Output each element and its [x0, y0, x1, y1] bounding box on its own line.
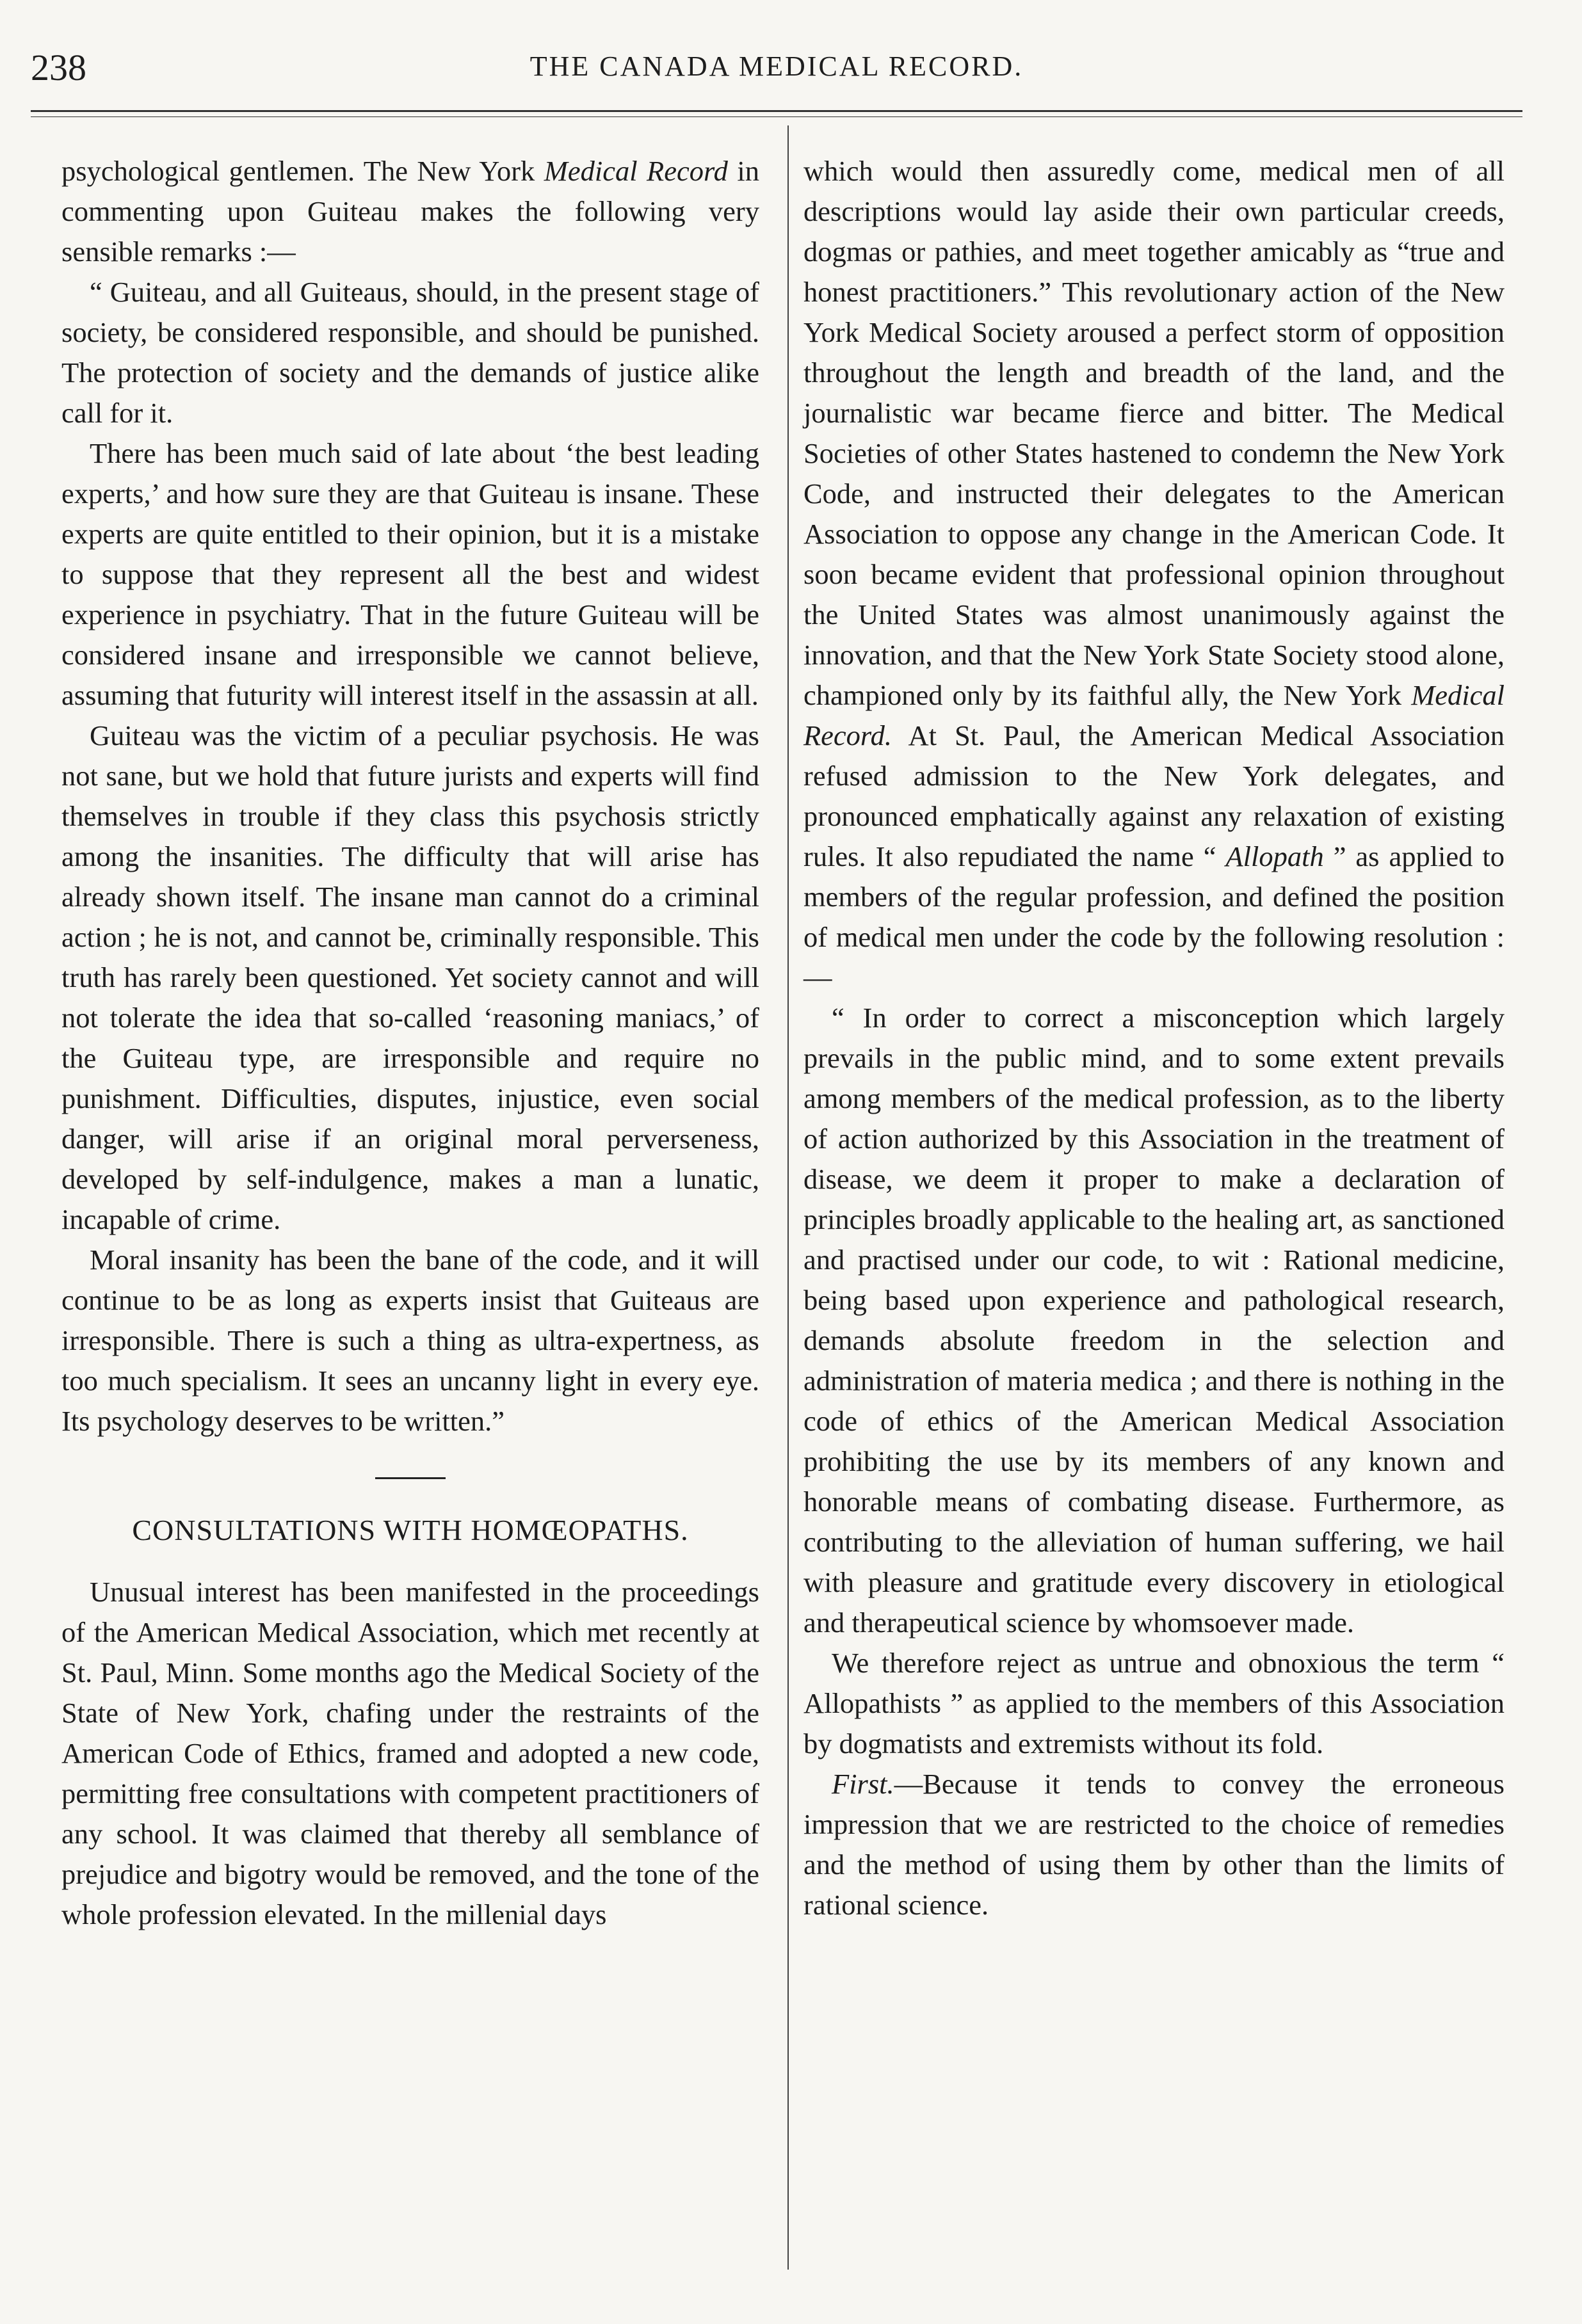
text-run: psychological gentlemen. The New York	[61, 155, 544, 187]
page-number: 238	[31, 47, 86, 88]
left-paragraph-6: Unusual interest has been manifested in the proceedings of the American Medical Association, which met recently at St. Paul, Minn. Some months ago the Medical Society of the State of New York, chafing under the restraints of the American Code of Ethics, framed and adopted a new code, permitting free consultations with competent practitioners of any school. It was claimed that thereby all semblance of prejudice and bigotry would be removed, and the tone of the whole profession elevated. In the millenial days	[61, 1576, 759, 1930]
right-paragraph-3: We therefore reject as untrue and obnoxious the term “ Allopathists ” as applied to the members of this Association by dogmatists and extremists without its fold.	[803, 1647, 1505, 1759]
header-rule-thick	[31, 110, 1522, 112]
left-paragraph-4: Guiteau was the victim of a peculiar psychosis. He was not sane, but we hold that future jurists and experts will find themselves in trouble if they class this psychosis strictly among the insanities. The difficulty that will arise has already shown itself. The insane man cannot do a criminal action ; he is not, and cannot be, criminally responsible. This truth has rarely been questioned. Yet society cannot and will not tolerate the idea that so-called ‘reasoning maniacs,’ of the Guiteau type, are irresponsible and require no punishment. Difficulties, disputes, injustice, even social danger, will arise if an original moral perverseness, developed by self-indulgence, makes a man a lunatic, incapable of crime.	[61, 719, 759, 1235]
header-rule-thin	[31, 116, 1522, 117]
text-run: —Because it tends to convey the erroneous impression that we are restricted to the choice of remedies and the method of using them by other than the limits of rational science.	[803, 1768, 1505, 1921]
right-column	[803, 151, 1505, 1925]
column-divider	[787, 125, 789, 2270]
page-header	[31, 46, 1522, 97]
left-paragraph-5: Moral insanity has been the bane of the code, and it will continue to be as long as experts insist that Guiteaus are irresponsible. There is such a thing as ultra-expertness, as too much specialism. It sees an uncanny light in every eye. Its psychology deserves to be written.”	[61, 1244, 759, 1437]
text-run: ” as applied to members of the regular profession, and defined the position of medical men under the code by the following resolution :—	[803, 840, 1505, 993]
text-run: At St. Paul, the American Medical Association refused admission to the New York delegates, and pronounced emphatically against any relaxation of existing rules. It also repudiated the name “	[803, 719, 1505, 872]
left-paragraph-1	[61, 151, 759, 272]
journal-title: Medical Record	[544, 155, 728, 187]
left-paragraph-3: There has been much said of late about ‘the best leading experts,’ and how sure they are that Guiteau is insane. These experts are quite entitled to their opinion, but it is a mistake to suppose that they represent all the best and widest experience in psychiatry. That in the future Guiteau will be considered insane and irresponsible we cannot believe, assuming that futurity will interest itself in the assassin at all.	[61, 437, 759, 711]
journal-title: Medical Record.	[803, 679, 1505, 751]
running-head: THE CANADA MEDICAL RECORD.	[529, 51, 1024, 82]
right-paragraph-4	[803, 1764, 1505, 1925]
point-label: First.	[832, 1768, 894, 1800]
term-allopath: Allopath	[1225, 840, 1324, 872]
left-column	[61, 151, 759, 1935]
text-run: in commenting upon Guiteau makes the following very sensible remarks :—	[61, 155, 759, 268]
right-paragraph-2: “ In order to correct a misconception which largely prevails in the public mind, and to some extent prevails among members of the medical profession, as to the liberty of action authorized by this Association in the treatment of disease, we deem it proper to make a declaration of principles broadly applicable to the healing art, as sanctioned and practised under our code, to wit : Rational medicine, being based upon experience and pathological research, demands absolute freedom in the selection and administration of materia medica ; and there is nothing in the code of ethics of the American Medical Association prohibiting the use by its members of any known and honorable means of combating disease. Furthermore, as contributing to the alleviation of human suffering, we hail with pleasure and gratitude every discovery in etiological and therapeutical science by whomsoever made.	[803, 1002, 1505, 1639]
left-paragraph-2: “ Guiteau, and all Guiteaus, should, in the present stage of society, be considered responsible, and should be punished. The protection of society and the demands of justice alike call for it.	[61, 276, 759, 429]
section-title: CONSULTATIONS WITH HOMŒOPATHS.	[132, 1514, 689, 1546]
section-separator	[375, 1477, 446, 1479]
right-paragraph-1	[803, 151, 1505, 998]
text-run: which would then assuredly come, medical men of all descriptions would lay aside their own particular creeds, dogmas or pathies, and meet together amicably as “true and honest practitioners.” This revolutionary action of the New York Medical Society aroused a perfect storm of opposition throughout the length and breadth of the land, and the journalistic war became fierce and bitter. The Medical Societies of other States hastened to condemn the New York Code, and instructed their delegates to the American Association to oppose any change in the American Code. It soon became evident that professional opinion throughout the United States was almost unanimously against the innovation, and that the New York State Society stood alone, championed only by its faithful ally, the New York	[803, 155, 1505, 711]
